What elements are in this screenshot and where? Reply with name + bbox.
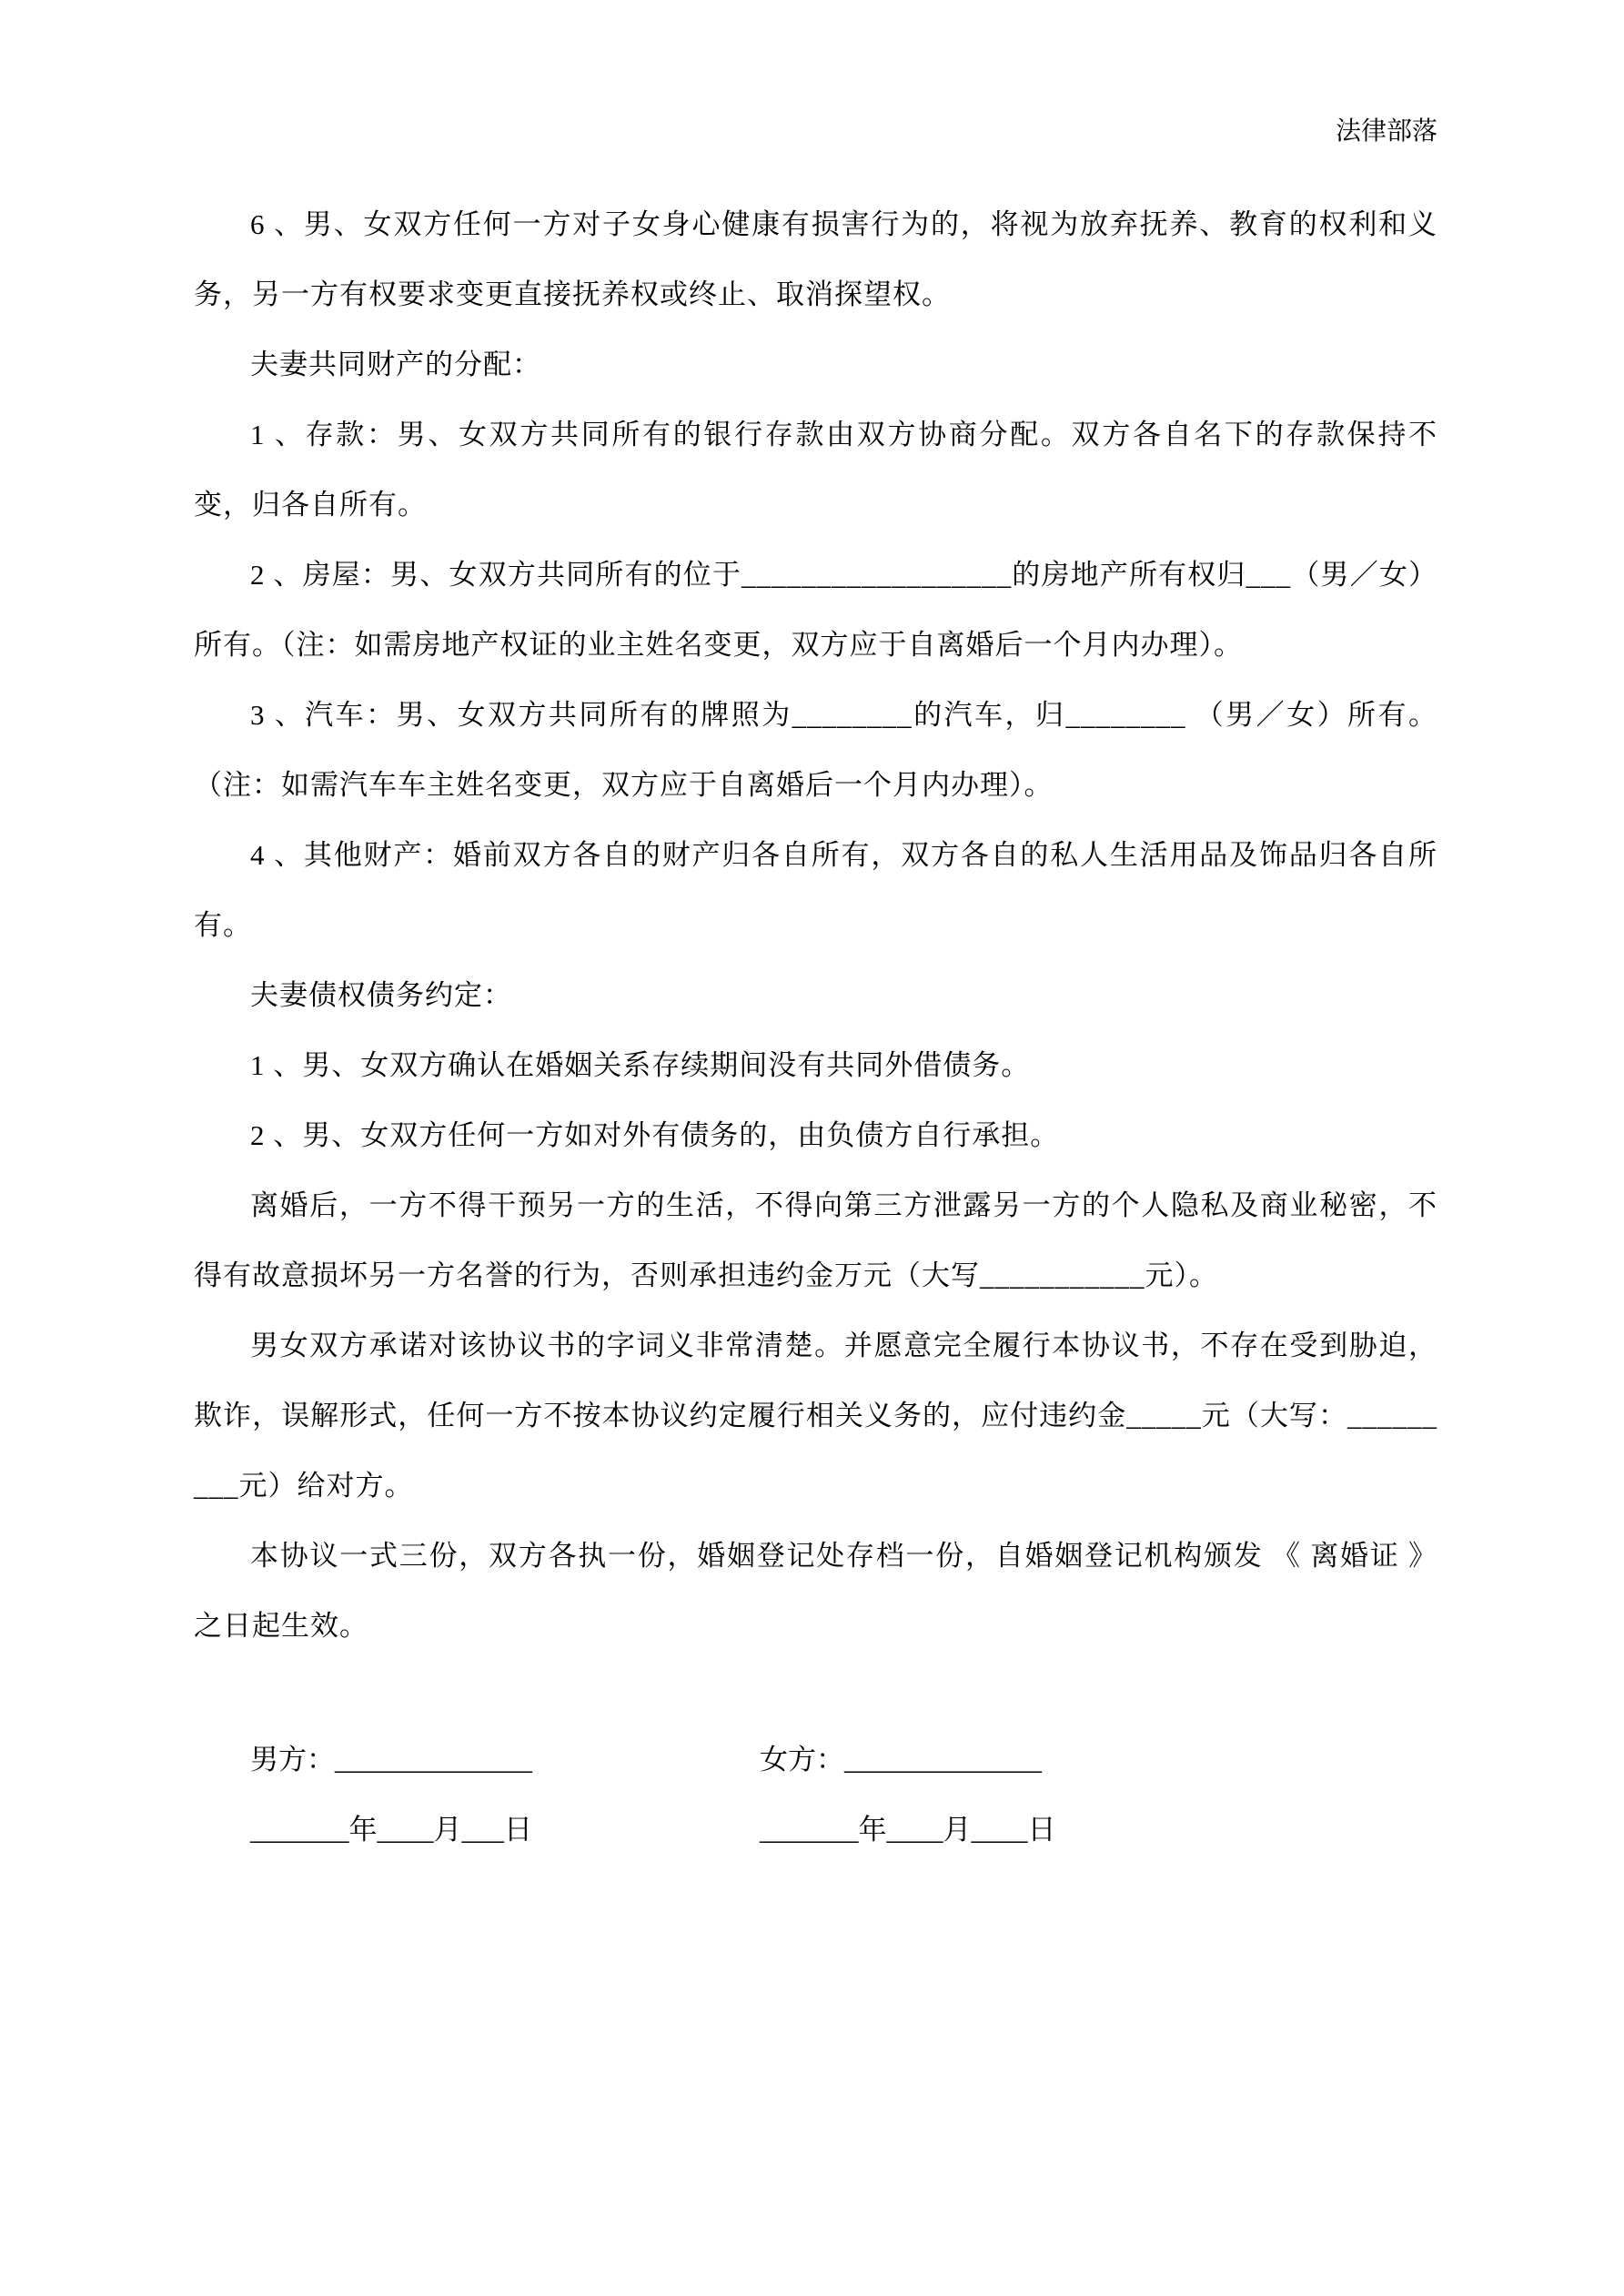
paragraph: 6 、男、女双方任何一方对子女身心健康有损害行为的，将视为放弃抚养、教育的权利和义务，另一方有权要求变更直接抚养权或终止、取消探望权。 — [194, 208, 1437, 310]
wife-signature-line: 女方：______________ — [760, 1744, 1042, 1775]
page-header — [194, 116, 1437, 147]
signature-name-row — [250, 1725, 1437, 1795]
signature-block — [194, 1725, 1437, 1865]
paragraph: 4 、其他财产：婚前双方各自的财产归各自所有，双方各自的私人生活用品及饰品归各自所有。 — [194, 839, 1437, 941]
paragraph: 1 、男、女双方确认在婚姻关系存续期间没有共同外借债务。 — [250, 1049, 1031, 1081]
paragraph: 夫妻债权债务约定： — [250, 979, 512, 1011]
paragraph: 3 、汽车：男、女双方共同所有的牌照为________的汽车，归________ （男／女）所有。（注：如需汽车车主姓名变更，双方应于自离婚后一个月内办理）。 — [194, 699, 1437, 801]
paragraph: 本协议一式三份，双方各执一份，婚姻登记处存档一份，自婚姻登记机构颁发 《 离婚证 》 之日起生效。 — [194, 1540, 1437, 1642]
document-body — [194, 189, 1437, 1661]
paragraph: 2 、男、女双方任何一方如对外有债务的，由负债方自行承担。 — [250, 1119, 1060, 1151]
brand-text: 法律部落 — [1335, 117, 1437, 146]
paragraph: 离婚后，一方不得干预另一方的生活，不得向第三方泄露另一方的个人隐私及商业秘密，不得有故意损坏另一方名誉的行为，否则承担违约金万元（大写___________元）。 — [194, 1189, 1437, 1291]
wife-date-line: _______年____月____日 — [760, 1814, 1056, 1846]
husband-signature-line: 男方：______________ — [250, 1744, 532, 1775]
paragraph: 夫妻共同财产的分配： — [250, 349, 541, 380]
signature-date-row — [250, 1795, 1437, 1865]
paragraph: 1 、存款：男、女双方共同所有的银行存款由双方协商分配。双方各自名下的存款保持不变，归各自所有。 — [194, 419, 1437, 521]
paragraph: 2 、房屋：男、女双方共同所有的位于__________________的房地产所有权归___（男／女）所有。（注：如需房地产权证的业主姓名变更，双方应于自离婚后一个月内办理）。 — [194, 559, 1437, 661]
husband-date-line: _______年____月___日 — [250, 1814, 532, 1846]
paragraph: 男女双方承诺对该协议书的字词义非常清楚。并愿意完全履行本协议书，不存在受到胁迫，欺诈，误解形式，任何一方不按本协议约定履行相关义务的，应付违约金_____元（大写：_________元）给对方。 — [194, 1330, 1437, 1502]
